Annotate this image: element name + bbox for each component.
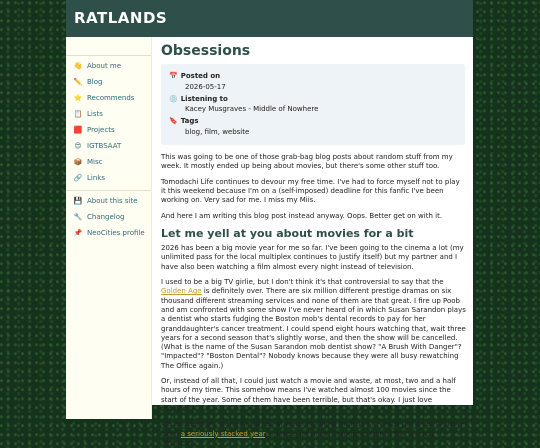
sidebar-item-label: About me xyxy=(87,62,122,70)
clipboard-icon: 📋 xyxy=(73,110,83,118)
section-heading: Let me yell at you about movies for a bit xyxy=(161,226,414,240)
listening-label: 💿 Listening to xyxy=(169,94,228,103)
post-meta-box xyxy=(161,64,465,145)
listening-value: Kacey Musgraves - Middle of Nowhere xyxy=(185,105,319,114)
sidebar-item-blog[interactable] xyxy=(66,74,151,90)
golden-age-link[interactable]: Golden Age xyxy=(161,287,202,296)
posted-value: 2026-05-17 xyxy=(185,82,226,91)
paragraph: We accidentally started a streak of watching films from 1997, which turns out to have been a seriously stacked year. I have a lot of old favourites from 1997 already (Princess xyxy=(161,420,463,447)
paragraph: And here I am writing this blog post instead anyway. Oops. Better get on with it. xyxy=(161,211,443,220)
pencil-icon: ✏️ xyxy=(73,78,83,86)
site-title[interactable]: RATLANDS xyxy=(74,9,168,27)
sidebar-item-label: Changelog xyxy=(87,213,125,221)
paragraph: I used to be a big TV girlie, but I don't think it's that controversial to say that the Golden Age is definitely over. There are six million different prestige dramas on six thousand different streaming services and none of them are that great. I fire up Poob and am confronted with some show I've never heard of in which Susan Sarandon plays a dentist who starts fudging the Boston mob's dental records to pay for her granddaughter's cancer treatment. I could spend eight hours watching that, wait three years for a second season that's slightly worse, and then the show will be cancelled. (What is the name of the Susan Sarandon mob dentist show? "A Brush With Danger"? "Impacted"? "Boston Dental"? Nobody knows because they were all busy rewatching The Office again.) xyxy=(161,278,466,370)
red-square-icon: 🟥 xyxy=(73,126,83,134)
disc-icon: 💿 xyxy=(169,94,178,103)
box-icon: 📦 xyxy=(73,158,83,166)
tag-icon: 🔖 xyxy=(169,117,178,126)
sidebar-item-label: Recommends xyxy=(87,94,135,102)
site-container xyxy=(66,0,473,447)
sidebar-item-label: Links xyxy=(87,174,105,182)
sidebar xyxy=(66,37,152,419)
paragraph: Tomodachi Life continues to devour my free time. I've had to force myself not to play it this weekend because I'm on a (self-imposed) deadline for this fanfic I've been working on. Very sad for me. I miss my Miis. xyxy=(161,177,460,205)
sidebar-item-neocities[interactable] xyxy=(66,225,151,241)
link-icon: 🔗 xyxy=(73,174,83,182)
sidebar-item-changelog[interactable] xyxy=(66,209,151,225)
calendar-icon: 📅 xyxy=(169,72,178,81)
sidebar-item-label: NeoCities profile xyxy=(87,229,145,237)
sidebar-group-main xyxy=(66,55,151,186)
sidebar-item-recommends[interactable] xyxy=(66,90,151,106)
sidebar-item-igtbsaat[interactable] xyxy=(66,138,151,154)
heart-eyes-icon: 😍 xyxy=(74,142,82,150)
paragraph: This was going to be one of those grab-bag blog posts about random stuff from my week. It mostly ended up being about movies, but there's some other stuff too. xyxy=(161,153,453,171)
star-icon: ⭐ xyxy=(73,94,83,102)
sidebar-item-links[interactable] xyxy=(66,170,151,186)
sidebar-item-lists[interactable] xyxy=(66,106,151,122)
sidebar-item-label: IGTBSAAT xyxy=(87,142,122,150)
page-title: Obsessions xyxy=(161,43,251,59)
sidebar-item-about-site[interactable] xyxy=(66,193,151,209)
wrench-icon: 🔧 xyxy=(73,213,83,221)
sidebar-group-site xyxy=(66,190,151,241)
sidebar-item-misc[interactable] xyxy=(66,154,151,170)
tags-label: 🔖 Tags xyxy=(169,117,199,126)
sidebar-item-label: Projects xyxy=(87,126,115,134)
sidebar-item-projects[interactable] xyxy=(66,122,151,138)
sidebar-item-label: Lists xyxy=(87,110,103,118)
sidebar-item-label: Misc xyxy=(87,158,103,166)
floppy-disk-icon: 💾 xyxy=(73,197,83,205)
paragraph: Or, instead of all that, I could just watch a movie and waste, at most, two and a half hours of my time. This somehow means I've watched almost 100 movies since the start of the year. Some of them have been terrible, but that's okay. I just love movies!!! xyxy=(161,377,456,413)
tags-value: blog, film, website xyxy=(185,127,250,136)
pushpin-icon: 📌 xyxy=(73,229,83,237)
main-content xyxy=(161,37,466,447)
site-header xyxy=(66,0,473,37)
stacked-year-link[interactable]: a seriously stacked year xyxy=(180,429,265,438)
sidebar-item-about-me[interactable] xyxy=(66,58,151,74)
sidebar-item-label: Blog xyxy=(87,78,103,86)
posted-label: 📅 Posted on xyxy=(169,72,221,81)
paragraph: 2026 has been a big movie year for me so far. I've been going to the cinema a lot (my unlimited pass for the local multiplex continues to justify itself) but my partner and I have also been watching a film almost every night instead of television. xyxy=(161,244,464,271)
sidebar-item-label: About this site xyxy=(87,197,138,205)
wave-icon: 👋 xyxy=(73,62,83,70)
